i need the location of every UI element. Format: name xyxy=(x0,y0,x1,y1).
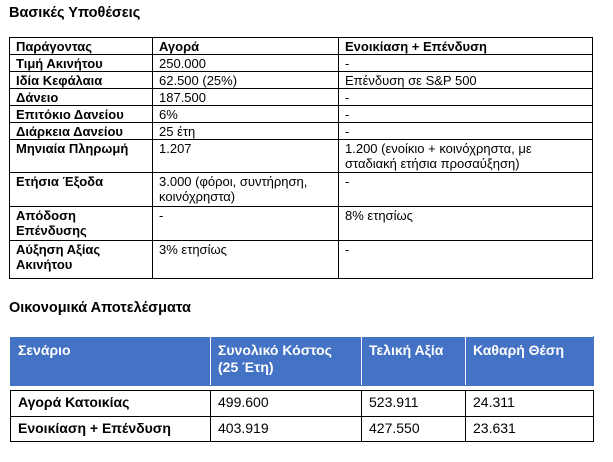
value-cell: 3.000 (φόροι, συντήρηση, κοινόχρηστα) xyxy=(153,173,339,207)
table-row xyxy=(11,391,594,417)
value-cell: 427.550 xyxy=(362,417,466,442)
column-header: Παράγοντας xyxy=(10,38,153,55)
value-cell: - xyxy=(339,89,593,106)
value-cell: 62.500 (25%) xyxy=(153,72,339,89)
value-cell: - xyxy=(339,173,593,207)
factor-cell: Ιδία Κεφάλαια xyxy=(10,72,153,89)
column-header: Καθαρή Θέση xyxy=(466,337,594,386)
value-cell: 250.000 xyxy=(153,55,339,72)
value-cell: 8% ετησίως xyxy=(339,207,593,241)
value-cell: 25 έτη xyxy=(153,123,339,140)
value-cell: 187.500 xyxy=(153,89,339,106)
table-row xyxy=(10,55,593,72)
assumptions-header-row xyxy=(10,38,593,55)
results-title: Οικονομικά Αποτελέσματα xyxy=(9,300,191,316)
table-row xyxy=(10,106,593,123)
value-cell: 523.911 xyxy=(362,391,466,417)
column-header: Ενοικίαση + Επένδυση xyxy=(339,38,593,55)
value-cell: 1.200 (ενοίκιο + κοινόχρηστα, με σταδιακή ετήσια προσαύξηση) xyxy=(339,140,593,173)
column-header: Συνολικό Κόστος (25 Έτη) xyxy=(211,337,362,386)
scenario-cell: Ενοικίαση + Επένδυση xyxy=(11,417,211,442)
factor-cell: Αύξηση Αξίας Ακινήτου xyxy=(10,241,153,279)
results-table xyxy=(10,336,594,442)
assumptions-table xyxy=(9,37,593,279)
factor-cell: Διάρκεια Δανείου xyxy=(10,123,153,140)
value-cell: - xyxy=(339,55,593,72)
value-cell: 6% xyxy=(153,106,339,123)
value-cell: 24.311 xyxy=(466,391,594,417)
value-cell: 3% ετησίως xyxy=(153,241,339,279)
table-row xyxy=(10,89,593,106)
value-cell: - xyxy=(153,207,339,241)
value-cell: 1.207 xyxy=(153,140,339,173)
table-row xyxy=(10,72,593,89)
value-cell: - xyxy=(339,241,593,279)
column-header: Τελική Αξία xyxy=(362,337,466,386)
table-row xyxy=(10,140,593,173)
scenario-cell: Αγορά Κατοικίας xyxy=(11,391,211,417)
value-cell: 403.919 xyxy=(211,417,362,442)
column-header: Αγορά xyxy=(153,38,339,55)
factor-cell: Δάνειο xyxy=(10,89,153,106)
value-cell: - xyxy=(339,106,593,123)
table-row xyxy=(10,241,593,279)
results-header-row xyxy=(11,337,594,386)
assumptions-title: Βασικές Υποθέσεις xyxy=(9,5,141,21)
table-row xyxy=(10,207,593,241)
value-cell: 499.600 xyxy=(211,391,362,417)
factor-cell: Τιμή Ακινήτου xyxy=(10,55,153,72)
factor-cell: Ετήσια Έξοδα xyxy=(10,173,153,207)
factor-cell: Απόδοση Επένδυσης xyxy=(10,207,153,241)
value-cell: - xyxy=(339,123,593,140)
table-row xyxy=(10,173,593,207)
table-row xyxy=(10,123,593,140)
value-cell: 23.631 xyxy=(466,417,594,442)
value-cell: Επένδυση σε S&P 500 xyxy=(339,72,593,89)
factor-cell: Επιτόκιο Δανείου xyxy=(10,106,153,123)
factor-cell: Μηνιαία Πληρωμή xyxy=(10,140,153,173)
table-row xyxy=(11,417,594,442)
column-header: Σενάριο xyxy=(11,337,211,386)
